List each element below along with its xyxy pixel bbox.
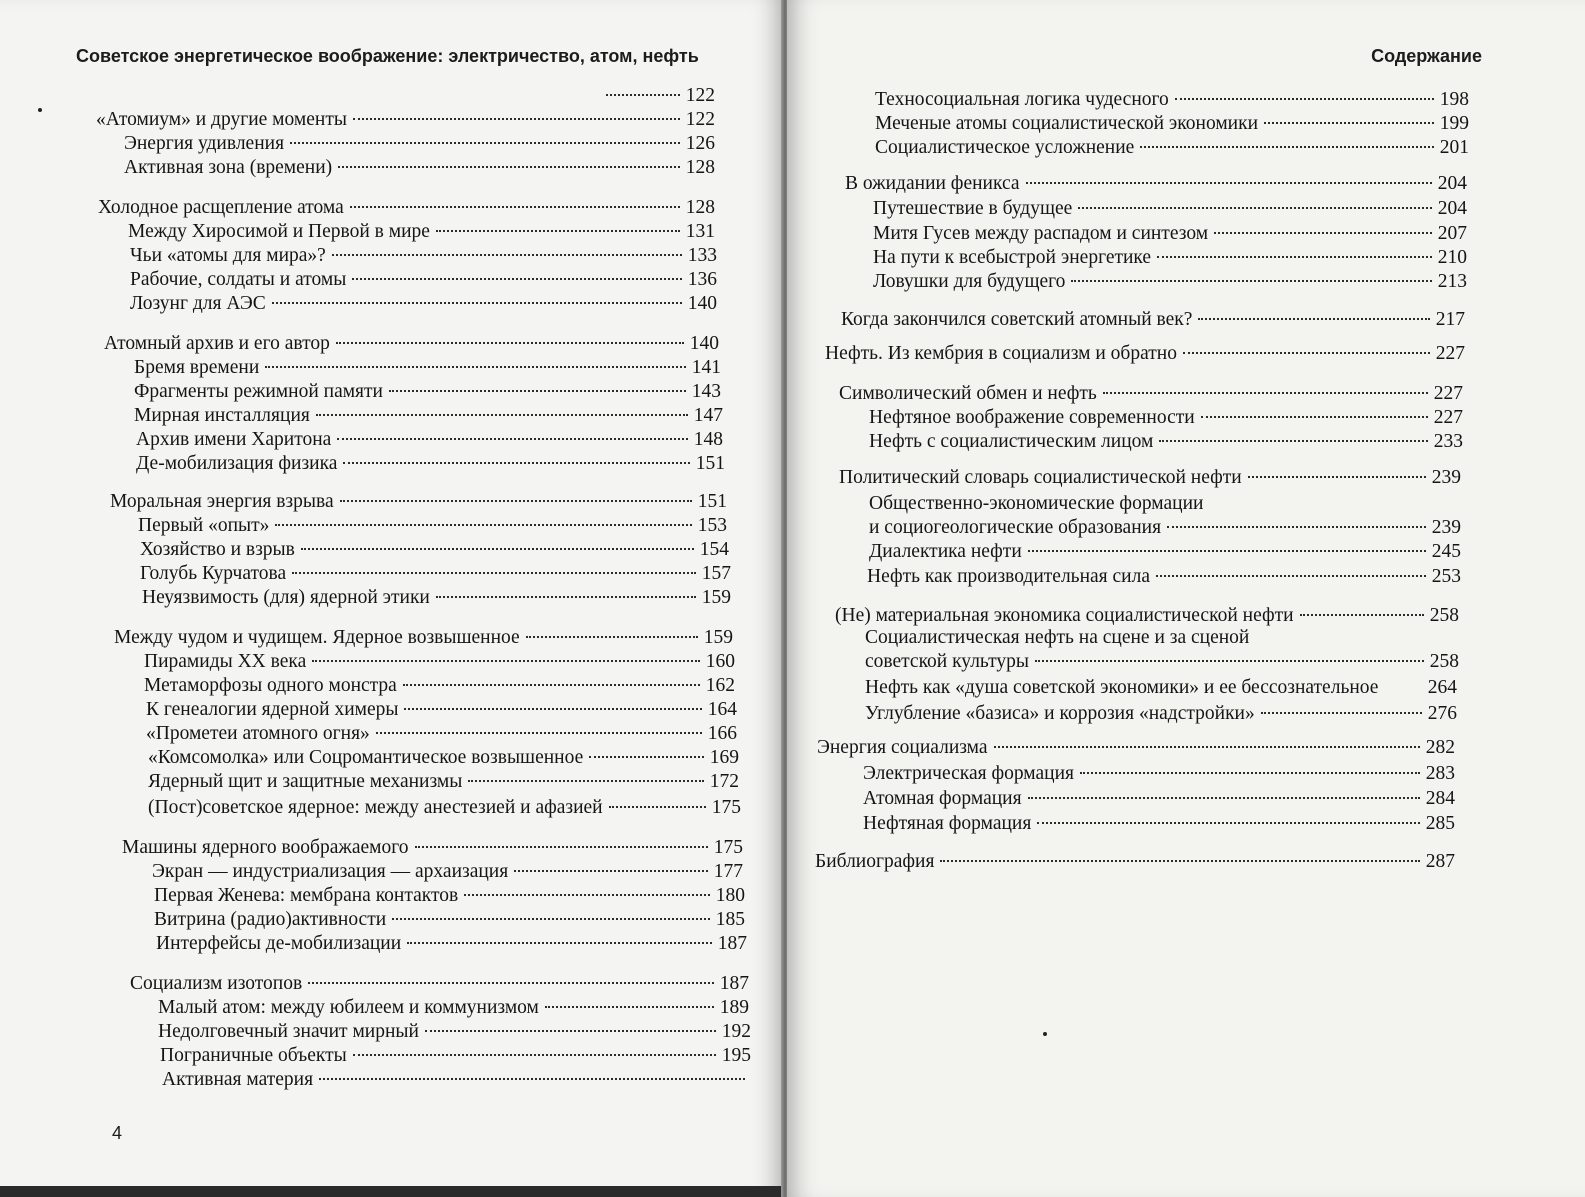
leader-dots bbox=[545, 1006, 714, 1008]
toc-title: Библиография bbox=[815, 851, 935, 872]
leader-dots bbox=[403, 684, 700, 686]
toc-entry bbox=[869, 406, 1463, 430]
toc-page: 162 bbox=[705, 675, 735, 696]
leader-dots bbox=[1175, 98, 1434, 100]
toc-title: Лозунг для АЭС bbox=[130, 293, 266, 314]
toc-page: 175 bbox=[713, 837, 743, 858]
toc-page: 140 bbox=[687, 293, 717, 314]
toc-title: Малый атом: между юбилеем и коммунизмом bbox=[158, 997, 539, 1018]
toc-page: 159 bbox=[701, 587, 731, 608]
toc-title: Ловушки для будущего bbox=[873, 271, 1066, 292]
toc-page: 128 bbox=[685, 157, 715, 178]
toc-title: Нефть с социалистическим лицом bbox=[869, 431, 1154, 452]
toc-title: Когда закончился советский атомный век? bbox=[841, 309, 1193, 330]
toc-entry bbox=[124, 132, 715, 156]
scan-edge bbox=[0, 1186, 783, 1197]
toc-page: 204 bbox=[1437, 198, 1467, 219]
toc-entry bbox=[134, 356, 721, 380]
leader-dots bbox=[343, 462, 689, 464]
toc-entry bbox=[148, 746, 739, 770]
leader-dots bbox=[1159, 440, 1427, 442]
toc-page: 227 bbox=[1433, 407, 1463, 428]
leader-dots bbox=[526, 636, 698, 638]
toc-page: 143 bbox=[691, 381, 721, 402]
leader-dots bbox=[589, 756, 704, 758]
toc-entry bbox=[162, 1068, 751, 1092]
toc-title: В ожидании феникса bbox=[845, 173, 1020, 194]
toc-title: Недолговечный значит мирный bbox=[158, 1021, 419, 1042]
toc-page: 253 bbox=[1431, 566, 1461, 587]
leader-dots bbox=[275, 524, 691, 526]
toc-entry bbox=[839, 382, 1463, 406]
toc-entry bbox=[160, 1044, 751, 1068]
right-running-head: Содержание bbox=[1371, 46, 1482, 66]
toc-page: 198 bbox=[1439, 89, 1469, 110]
toc-page: 147 bbox=[693, 405, 723, 426]
leader-dots bbox=[292, 572, 696, 574]
leader-dots bbox=[940, 860, 1419, 862]
leader-dots bbox=[353, 1054, 716, 1056]
leader-dots bbox=[290, 142, 680, 144]
toc-entry bbox=[817, 736, 1455, 760]
leader-dots bbox=[353, 118, 680, 120]
toc-page: 285 bbox=[1425, 813, 1455, 834]
toc-title: Активная зона (времени) bbox=[124, 157, 333, 178]
leader-dots bbox=[336, 342, 684, 344]
toc-title: Неуязвимость (для) ядерной этики bbox=[142, 587, 430, 608]
toc-entry bbox=[130, 244, 717, 268]
toc-entry bbox=[154, 884, 745, 908]
toc-title: Нефть как производительная сила bbox=[867, 566, 1150, 587]
toc-title: Углубление «базиса» и коррозия «надстройки» bbox=[865, 703, 1255, 724]
toc-title: Нефть как «душа советской экономики» и ее бессознательное bbox=[865, 677, 1379, 698]
toc-entry bbox=[815, 850, 1455, 874]
toc-entry bbox=[875, 136, 1469, 160]
toc-title: «Атомиум» и другие моменты bbox=[96, 109, 347, 130]
toc-entry bbox=[863, 762, 1455, 786]
leader-dots bbox=[1157, 256, 1432, 258]
toc-entry bbox=[867, 565, 1461, 589]
toc-title: Меченые атомы социалистической экономики bbox=[875, 113, 1259, 134]
leader-dots bbox=[1264, 122, 1434, 124]
toc-entry bbox=[146, 698, 737, 722]
toc-entry bbox=[134, 404, 723, 428]
toc-page: 131 bbox=[685, 221, 715, 242]
toc-page: 164 bbox=[707, 699, 737, 720]
leader-dots bbox=[994, 746, 1420, 748]
leader-dots bbox=[338, 166, 680, 168]
toc-entry bbox=[122, 836, 743, 860]
leader-dots bbox=[1167, 526, 1426, 528]
toc-entry bbox=[156, 932, 747, 956]
toc-page: 239 bbox=[1431, 467, 1461, 488]
toc-title: (Пост)советское ядерное: между анестезией и афазией bbox=[148, 797, 603, 818]
toc-entry bbox=[138, 514, 727, 538]
toc-page: 166 bbox=[707, 723, 737, 744]
toc-title-line: Общественно-экономические формации bbox=[869, 493, 1204, 514]
toc-page: 172 bbox=[709, 771, 739, 792]
toc-page: 204 bbox=[1437, 173, 1467, 194]
toc-entry bbox=[873, 270, 1467, 294]
toc-entry bbox=[845, 172, 1467, 196]
leader-dots bbox=[1037, 822, 1419, 824]
toc-page: 140 bbox=[689, 333, 719, 354]
toc-title: Социалистическое усложнение bbox=[875, 137, 1135, 158]
toc-title: К генеалогии ядерной химеры bbox=[146, 699, 399, 720]
toc-page: 282 bbox=[1425, 737, 1455, 758]
leader-dots bbox=[1026, 182, 1432, 184]
toc-page: 180 bbox=[715, 885, 745, 906]
toc-entry bbox=[154, 908, 745, 932]
toc-title: Пограничные объекты bbox=[160, 1045, 347, 1066]
toc-entry bbox=[158, 1020, 751, 1044]
toc-title: Голубь Курчатова bbox=[140, 563, 287, 584]
toc-entry bbox=[835, 604, 1459, 628]
toc-title: Экран — индустриализация — архаизация bbox=[152, 861, 509, 882]
leader-dots bbox=[272, 302, 682, 304]
toc-page: 169 bbox=[709, 747, 739, 768]
leader-dots bbox=[1300, 614, 1424, 616]
leader-dots bbox=[332, 254, 682, 256]
toc-page: 187 bbox=[719, 973, 749, 994]
toc-entry bbox=[140, 538, 729, 562]
toc-entry bbox=[136, 452, 725, 476]
toc-page: 195 bbox=[721, 1045, 751, 1066]
toc-entry bbox=[110, 490, 727, 514]
toc-entry bbox=[98, 196, 715, 220]
leader-dots bbox=[415, 846, 708, 848]
leader-dots bbox=[376, 732, 702, 734]
toc-page: 122 bbox=[685, 109, 715, 130]
toc-title: Архив имени Харитона bbox=[136, 429, 332, 450]
toc-page: 284 bbox=[1425, 788, 1455, 809]
toc-entry bbox=[144, 650, 735, 674]
toc-entry bbox=[863, 812, 1455, 836]
toc-title: Холодное расщепление атома bbox=[98, 197, 344, 218]
toc-page: 239 bbox=[1431, 517, 1461, 538]
toc-title: Политический словарь социалистической нефти bbox=[839, 467, 1242, 488]
leader-dots bbox=[436, 230, 680, 232]
toc-entry bbox=[130, 268, 717, 292]
toc-title: Моральная энергия взрыва bbox=[110, 491, 334, 512]
page-number: 4 bbox=[112, 1123, 123, 1143]
toc-entry bbox=[140, 562, 731, 586]
leader-dots bbox=[1248, 476, 1426, 478]
leader-dots bbox=[1080, 772, 1420, 774]
toc-entry bbox=[863, 787, 1455, 811]
toc-entry bbox=[142, 586, 731, 610]
toc-entry bbox=[152, 860, 743, 884]
leader-dots bbox=[1103, 392, 1428, 394]
leader-dots bbox=[301, 548, 694, 550]
toc-entry bbox=[130, 292, 717, 316]
toc-page: 157 bbox=[701, 563, 731, 584]
leader-dots bbox=[1198, 318, 1429, 320]
toc-page: 283 bbox=[1425, 763, 1455, 784]
toc-entry bbox=[869, 430, 1463, 454]
toc-entry bbox=[839, 466, 1461, 490]
toc-entry bbox=[873, 222, 1467, 246]
toc-title: Де-мобилизация физика bbox=[136, 453, 338, 474]
toc-page: 122 bbox=[685, 85, 715, 106]
toc-page: 210 bbox=[1437, 247, 1467, 268]
leader-dots bbox=[1078, 207, 1431, 209]
toc-entry bbox=[128, 220, 715, 244]
toc-title: Активная материя bbox=[162, 1069, 314, 1090]
toc-title: Мирная инсталляция bbox=[134, 405, 310, 426]
toc-entry bbox=[865, 650, 1459, 674]
toc-page: 133 bbox=[687, 245, 717, 266]
toc-title: «Комсомолка» или Соцромантическое возвышенное bbox=[148, 747, 584, 768]
leader-dots bbox=[1183, 352, 1430, 354]
toc-entry bbox=[875, 112, 1469, 136]
toc-title: Рабочие, солдаты и атомы bbox=[130, 269, 347, 290]
toc-page: 177 bbox=[713, 861, 743, 882]
leader-dots bbox=[319, 1078, 745, 1080]
toc-title: Первая Женева: мембрана контактов bbox=[154, 885, 459, 906]
toc-page: 187 bbox=[717, 933, 747, 954]
leader-dots bbox=[404, 708, 701, 710]
leader-dots bbox=[1201, 416, 1428, 418]
leader-dots bbox=[337, 438, 687, 440]
toc-title: Между чудом и чудищем. Ядерное возвышенное bbox=[114, 627, 520, 648]
toc-entry bbox=[825, 342, 1465, 366]
toc-entry bbox=[865, 702, 1457, 726]
toc-page: 264 bbox=[1427, 677, 1457, 698]
toc-title: Атомный архив и его автор bbox=[104, 333, 330, 354]
toc-title: Электрическая формация bbox=[863, 763, 1074, 784]
leader-dots bbox=[1140, 146, 1433, 148]
toc-page: 185 bbox=[715, 909, 745, 930]
toc-title: Ядерный щит и защитные механизмы bbox=[148, 771, 463, 792]
toc-entry bbox=[148, 770, 739, 794]
toc-page: 199 bbox=[1439, 113, 1469, 134]
toc-title: Социализм изотопов bbox=[130, 973, 303, 994]
toc-title: Атомная формация bbox=[863, 788, 1022, 809]
toc-page: 227 bbox=[1435, 343, 1465, 364]
toc-entry bbox=[869, 540, 1461, 564]
toc-page: 160 bbox=[705, 651, 735, 672]
toc-entry bbox=[869, 516, 1461, 540]
toc-title: Машины ядерного воображаемого bbox=[122, 837, 409, 858]
toc-page: 148 bbox=[693, 429, 723, 450]
left-running-head: Советское энергетическое воображение: электричество, атом, нефть bbox=[76, 46, 699, 66]
toc-page: 258 bbox=[1429, 605, 1459, 626]
toc-page: 213 bbox=[1437, 271, 1467, 292]
toc-title: Техносоциальная логика чудесного bbox=[875, 89, 1169, 110]
leader-dots bbox=[1261, 712, 1422, 714]
toc-title: Энергия социализма bbox=[817, 737, 988, 758]
toc-title: Диалектика нефти bbox=[869, 541, 1022, 562]
toc-title: Нефть. Из кембрия в социализм и обратно bbox=[825, 343, 1177, 364]
toc-entry bbox=[600, 84, 715, 108]
leader-dots bbox=[1071, 280, 1431, 282]
left-page bbox=[0, 0, 783, 1197]
toc-title: Символический обмен и нефть bbox=[839, 383, 1097, 404]
toc-page: 276 bbox=[1427, 703, 1457, 724]
leader-dots bbox=[1156, 575, 1426, 577]
toc-page: 227 bbox=[1433, 383, 1463, 404]
toc-title: На пути к всебыстрой энергетике bbox=[873, 247, 1152, 268]
toc-title: и социогеологические образования bbox=[869, 517, 1162, 538]
toc-title: Первый «опыт» bbox=[138, 515, 270, 536]
scan-mark bbox=[38, 108, 42, 112]
toc-entry bbox=[96, 108, 715, 132]
toc-page: 151 bbox=[695, 453, 725, 474]
toc-entry bbox=[114, 626, 733, 650]
toc-entry bbox=[136, 428, 723, 452]
leader-dots bbox=[308, 982, 714, 984]
leader-dots bbox=[609, 806, 706, 808]
leader-dots bbox=[436, 596, 696, 598]
toc-entry bbox=[146, 722, 737, 746]
toc-page: 217 bbox=[1435, 309, 1465, 330]
toc-page: 233 bbox=[1433, 431, 1463, 452]
leader-dots bbox=[350, 206, 680, 208]
toc-entry bbox=[130, 972, 749, 996]
leader-dots bbox=[316, 414, 688, 416]
toc-page: 287 bbox=[1425, 851, 1455, 872]
toc-title: Пирамиды XX века bbox=[144, 651, 307, 672]
toc-entry bbox=[865, 676, 1457, 700]
toc-title: Нефтяное воображение современности bbox=[869, 407, 1195, 428]
toc-title: Хозяйство и взрыв bbox=[140, 539, 295, 560]
toc-title-line: Социалистическая нефть на сцене и за сценой bbox=[865, 627, 1250, 648]
toc-page: 159 bbox=[703, 627, 733, 648]
leader-dots bbox=[468, 780, 703, 782]
toc-title: Витрина (радио)активности bbox=[154, 909, 387, 930]
leader-dots bbox=[1028, 797, 1420, 799]
toc-title: Между Хиросимой и Первой в мире bbox=[128, 221, 430, 242]
leader-dots bbox=[352, 278, 681, 280]
right-page bbox=[787, 0, 1585, 1197]
toc-entry bbox=[148, 796, 741, 820]
toc-entry bbox=[124, 156, 715, 180]
toc-title: Фрагменты режимной памяти bbox=[134, 381, 383, 402]
toc-page: 128 bbox=[685, 197, 715, 218]
toc-title: (Не) материальная экономика социалистической нефти bbox=[835, 605, 1294, 626]
toc-page: 201 bbox=[1439, 137, 1469, 158]
leader-dots bbox=[1035, 660, 1424, 662]
toc-page: 258 bbox=[1429, 651, 1459, 672]
toc-entry bbox=[873, 246, 1467, 270]
toc-entry bbox=[134, 380, 721, 404]
toc-title: Путешествие в будущее bbox=[873, 198, 1073, 219]
leader-dots bbox=[464, 894, 710, 896]
toc-title: Интерфейсы де-мобилизации bbox=[156, 933, 402, 954]
toc-page: 207 bbox=[1437, 223, 1467, 244]
leader-dots bbox=[1028, 550, 1426, 552]
leader-dots bbox=[1214, 232, 1432, 234]
toc-page: 126 bbox=[685, 133, 715, 154]
leader-dots bbox=[340, 500, 692, 502]
leader-dots bbox=[407, 942, 712, 944]
toc-page: 175 bbox=[711, 797, 741, 818]
toc-page: 141 bbox=[691, 357, 721, 378]
toc-title: советской культуры bbox=[865, 651, 1029, 672]
toc-title: Энергия удивления bbox=[124, 133, 285, 154]
toc-entry bbox=[875, 88, 1469, 112]
leader-dots bbox=[606, 94, 680, 96]
leader-dots bbox=[392, 918, 710, 920]
toc-entry bbox=[144, 674, 735, 698]
toc-title: Метаморфозы одного монстра bbox=[144, 675, 397, 696]
toc-page: 192 bbox=[721, 1021, 751, 1042]
toc-title: «Прометеи атомного огня» bbox=[146, 723, 370, 744]
leader-dots bbox=[514, 870, 708, 872]
leader-dots bbox=[312, 660, 700, 662]
leader-dots bbox=[389, 390, 686, 392]
toc-page: 245 bbox=[1431, 541, 1461, 562]
toc-entry bbox=[104, 332, 719, 356]
leader-dots bbox=[265, 366, 685, 368]
scan-mark bbox=[1043, 1032, 1047, 1036]
toc-entry bbox=[841, 308, 1465, 332]
toc-page: 154 bbox=[699, 539, 729, 560]
toc-title: Бремя времени bbox=[134, 357, 260, 378]
toc-page: 189 bbox=[719, 997, 749, 1018]
toc-page: 136 bbox=[687, 269, 717, 290]
toc-title: Митя Гусев между распадом и синтезом bbox=[873, 223, 1209, 244]
toc-title: Нефтяная формация bbox=[863, 813, 1032, 834]
toc-title: Чьи «атомы для мира»? bbox=[130, 245, 326, 266]
toc-entry bbox=[158, 996, 749, 1020]
toc-page: 153 bbox=[697, 515, 727, 536]
toc-entry bbox=[873, 197, 1467, 221]
leader-dots bbox=[425, 1030, 716, 1032]
toc-page: 151 bbox=[697, 491, 727, 512]
